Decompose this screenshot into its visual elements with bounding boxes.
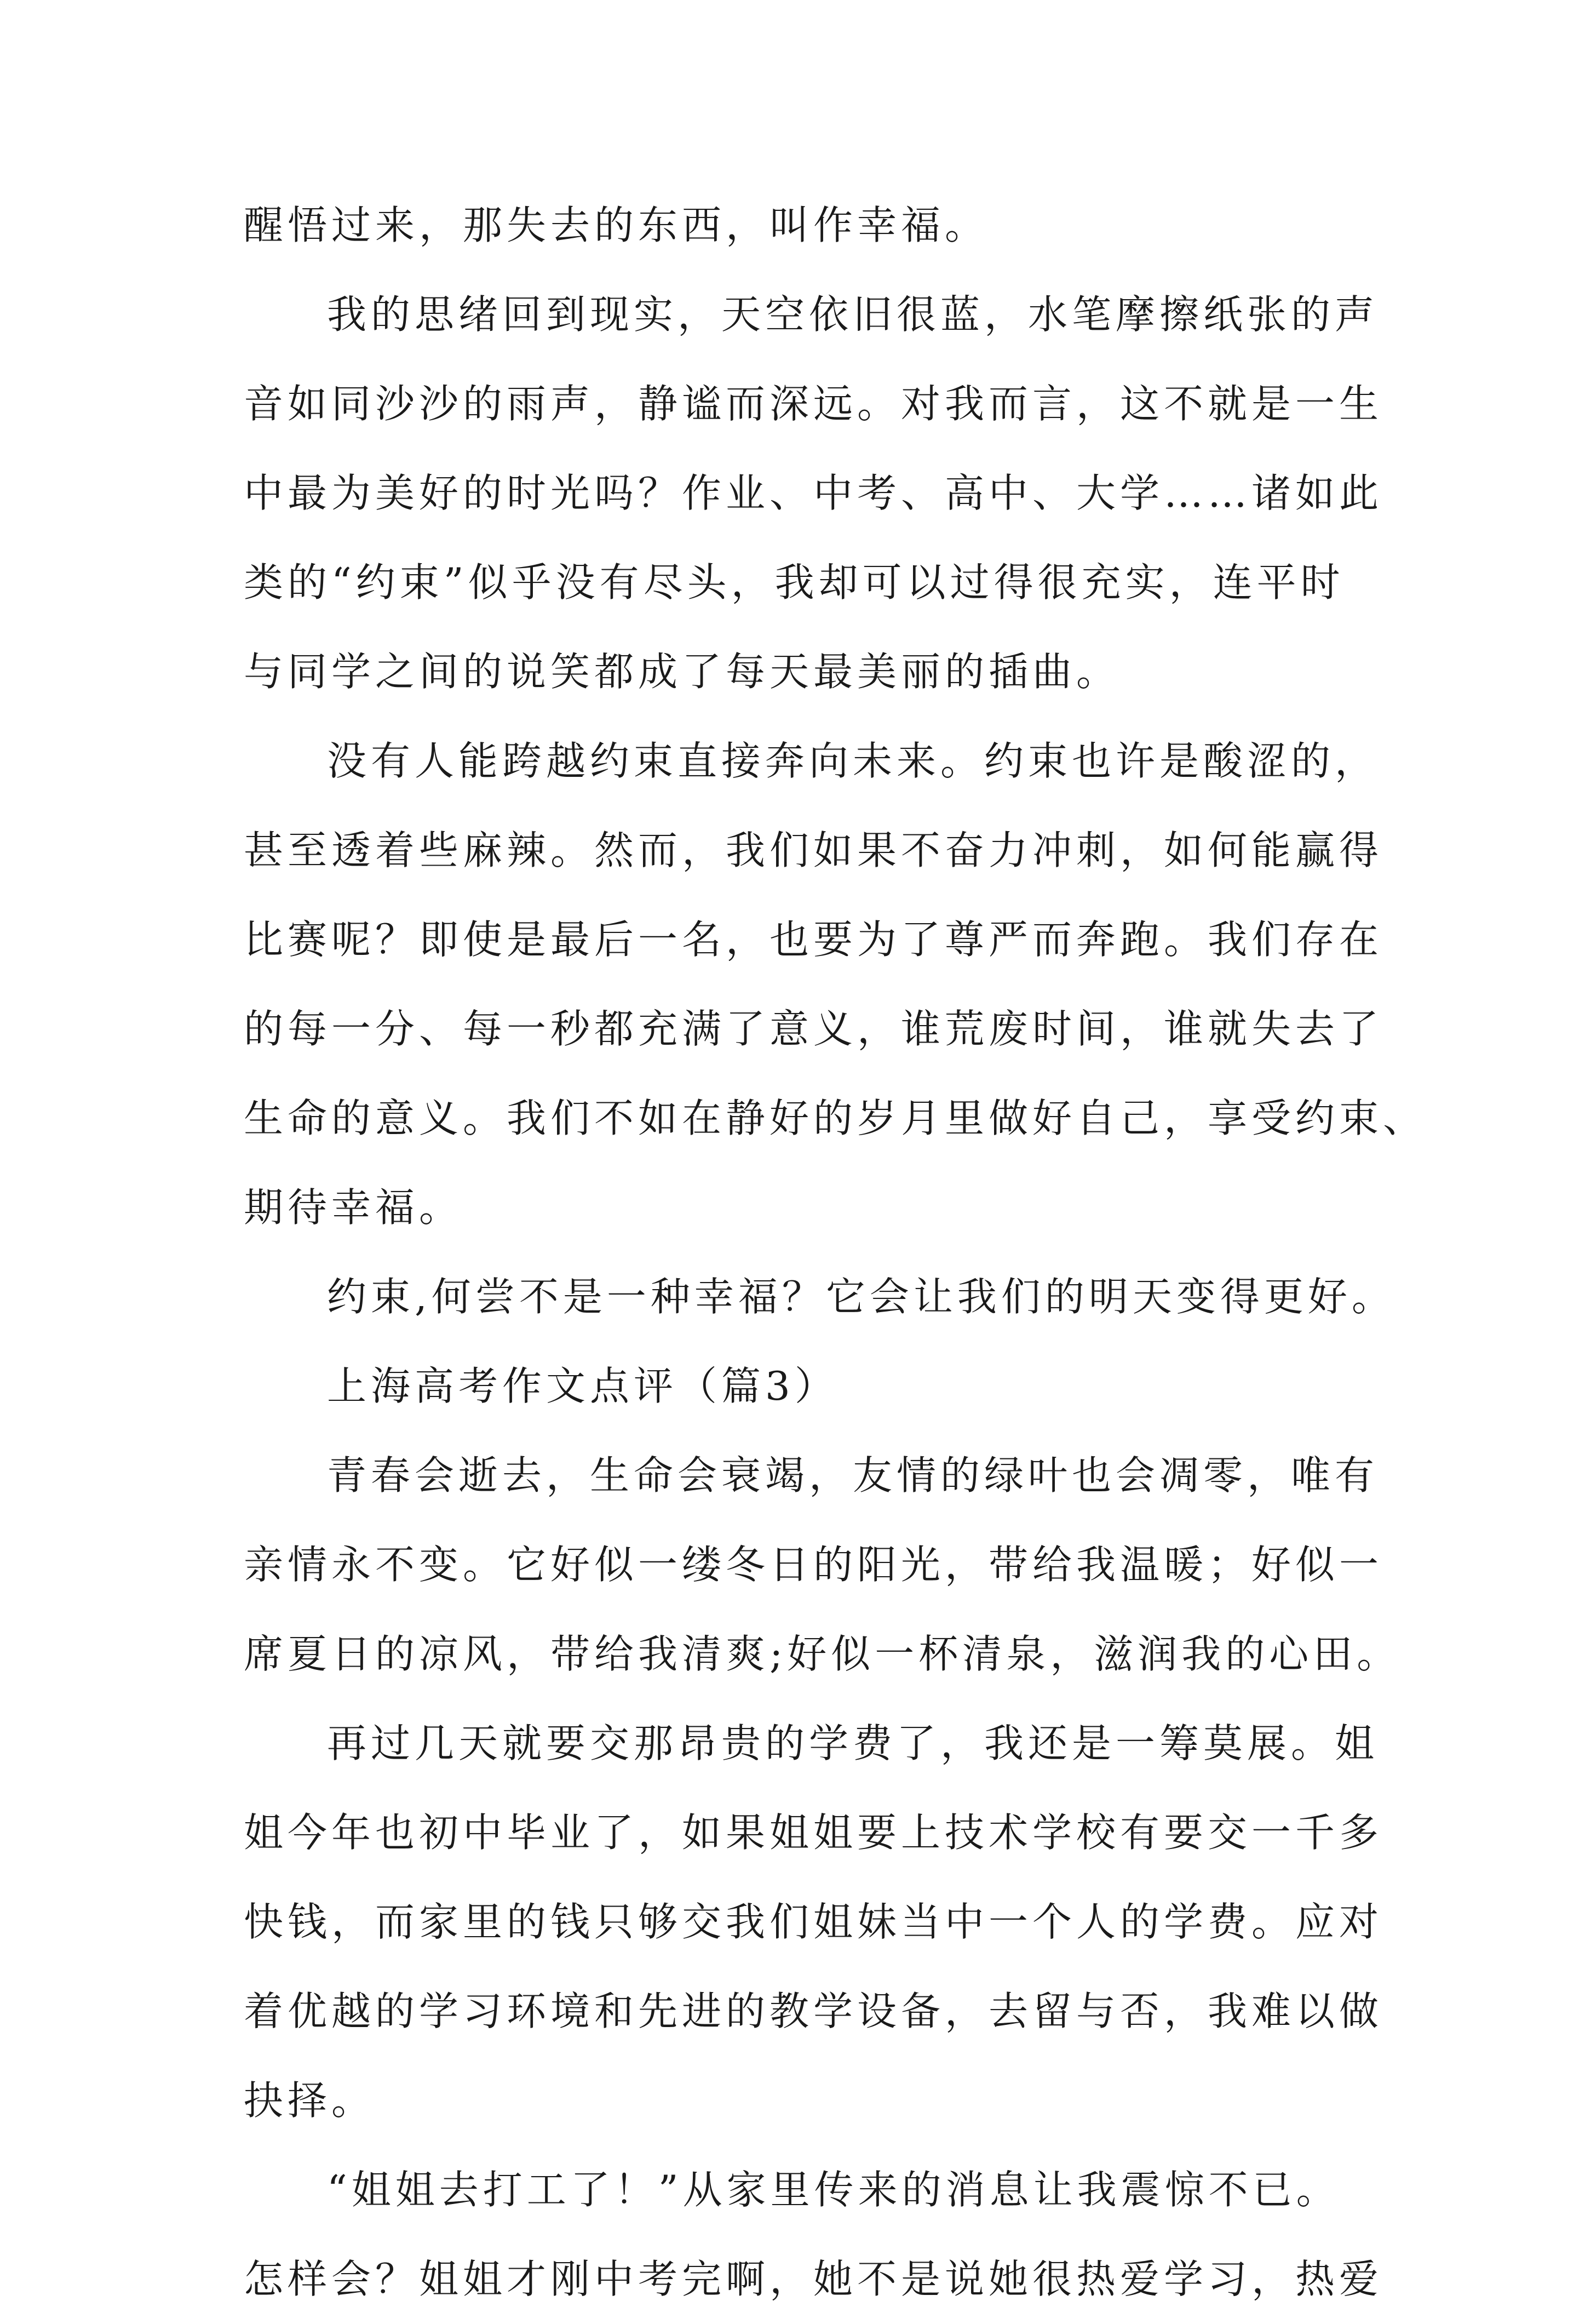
text-line: 席夏日的凉风，带给我清爽;好似一杯清泉，滋润我的心田。	[244, 1631, 1401, 1677]
section-heading: 上海高考作文点评（篇3）	[327, 1363, 839, 1409]
text-line: 我的思绪回到现实，天空依旧很蓝，水笔摩擦纸张的声	[327, 291, 1379, 337]
text-line: 与同学之间的说笑都成了每天最美丽的插曲。	[244, 649, 1121, 695]
text-line: 怎样会？姐姐才刚中考完啊，她不是说她很热爱学习，热爱	[244, 2256, 1383, 2302]
text-line: 约束,何尝不是一种幸福？它会让我们的明天变得更好。	[327, 1274, 1396, 1320]
document-page	[244, 181, 1427, 2324]
text-line: 快钱，而家里的钱只够交我们姐妹当中一个人的学费。应对	[244, 1899, 1383, 1945]
text-line: 类的“约束”似乎没有尽头，我却可以过得很充实，连平时	[244, 559, 1345, 605]
text-line: 再过几天就要交那昂贵的学费了，我还是一筹莫展。姐	[327, 1720, 1379, 1766]
text-line: 比赛呢？即使是最后一名，也要为了尊严而奔跑。我们存在	[244, 917, 1383, 963]
text-line: 的每一分、每一秒都充满了意义，谁荒废时间，谁就失去了	[244, 1006, 1383, 1052]
text-line: 醒悟过来，那失去的东西，叫作幸福。	[244, 202, 989, 248]
text-line: 姐今年也初中毕业了，如果姐姐要上技术学校有要交一千多	[244, 1810, 1383, 1856]
text-line: 亲情永不变。它好似一缕冬日的阳光，带给我温暖；好似一	[244, 1542, 1383, 1588]
text-line: 青春会逝去，生命会衰竭，友情的绿叶也会凋零，唯有	[327, 1452, 1379, 1498]
text-line: 没有人能跨越约束直接奔向未来。约束也许是酸涩的，	[327, 738, 1379, 784]
text-line: 着优越的学习环境和先进的教学设备，去留与否，我难以做	[244, 1988, 1383, 2034]
text-line: 音如同沙沙的雨声，静谧而深远。对我而言，这不就是一生	[244, 381, 1383, 427]
text-line: 期待幸福。	[244, 1184, 463, 1230]
text-line: 抉择。	[244, 2077, 376, 2123]
text-line: 生命的意义。我们不如在静好的岁月里做好自己，享受约束、	[244, 1095, 1427, 1141]
text-line: “姐姐去打工了！”从家里传来的消息让我震惊不已。	[327, 2167, 1340, 2213]
text-line: 甚至透着些麻辣。然而，我们如果不奋力冲刺，如何能赢得	[244, 827, 1383, 873]
text-line: 中最为美好的时光吗？作业、中考、高中、大学……诸如此	[244, 470, 1383, 516]
